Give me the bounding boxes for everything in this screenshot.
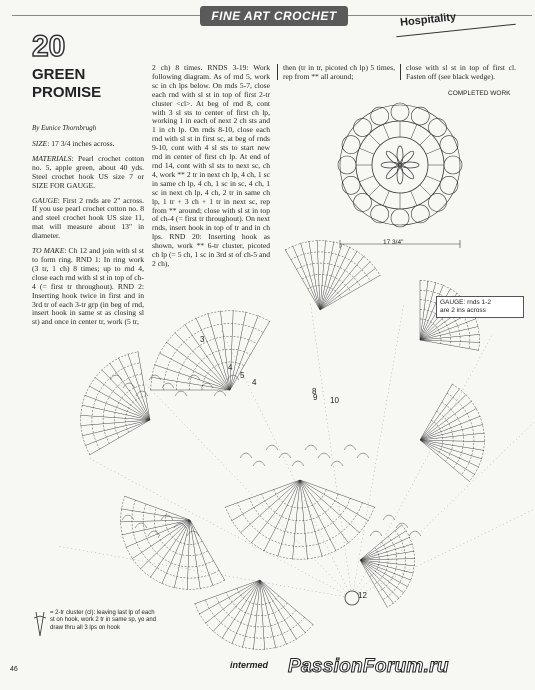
scallop <box>411 107 429 125</box>
center-ring <box>372 137 428 193</box>
chart-fan-line <box>230 310 233 390</box>
chart-fan-line <box>199 580 260 614</box>
chart-fan-line <box>309 241 320 310</box>
chart-fan-line <box>420 440 479 467</box>
chart-fan-line <box>360 525 402 560</box>
chart-fan-line <box>420 401 472 440</box>
chart-fan-line <box>360 537 410 560</box>
chart-fan-line <box>420 340 480 342</box>
chart-fan-line <box>320 251 357 310</box>
chart-center-marker <box>345 591 359 605</box>
chart-arc <box>81 352 138 455</box>
chart-fan-line <box>300 480 349 543</box>
chart-fan-line <box>253 580 260 650</box>
chart-fan-line <box>89 386 150 420</box>
scallop <box>391 209 409 227</box>
chart-fan-line <box>301 243 320 310</box>
scallop <box>342 136 360 154</box>
scallop <box>354 193 372 211</box>
chart-fan-line <box>285 249 320 310</box>
chart-arc <box>297 263 361 286</box>
spoke-line <box>426 176 441 182</box>
chart-round-label: 5 <box>240 371 245 380</box>
stitch-legend: = 2-tr cluster (cl): leaving last lp of each st on hook, work 2 tr in same sp, yo and draw thru all 3 lps on hook <box>50 610 157 631</box>
spoke-line <box>411 124 417 139</box>
chart-arc <box>274 490 327 508</box>
chart-fan-line <box>230 321 270 390</box>
chart-arc <box>262 494 339 521</box>
chart-arc <box>164 324 264 390</box>
pattern-title-line1: GREEN <box>32 66 86 83</box>
chart-guide-line <box>352 333 493 598</box>
chart-loop <box>240 453 252 458</box>
chart-guide-line <box>87 457 352 598</box>
chart-loop <box>370 531 382 536</box>
chart-guide-line <box>352 466 535 598</box>
chart-arc <box>103 374 142 444</box>
chart-round-label: 9 <box>313 393 318 402</box>
chart-round-label: 8 <box>312 387 317 396</box>
gauge-box-line1: GAUGE: rnds 1-2 <box>440 299 491 306</box>
chart-fan-line <box>360 560 415 566</box>
chart-fan-line <box>260 580 287 645</box>
chart-fan-line <box>118 358 150 420</box>
chart-fan-line <box>320 262 370 310</box>
chart-fan-line <box>89 420 150 455</box>
page-number: 46 <box>10 666 18 673</box>
chart-loop <box>135 523 147 528</box>
chart-fan-line <box>420 340 479 350</box>
scallop <box>411 205 429 223</box>
chart-arc <box>285 241 380 276</box>
spoke-line <box>369 134 380 145</box>
chart-fan-line <box>124 496 190 520</box>
spoke-line <box>359 176 374 182</box>
chart-fan-line <box>140 520 190 569</box>
chart-loop <box>187 531 199 536</box>
chart-fan-line <box>190 520 225 581</box>
chart-fan-line <box>196 318 230 390</box>
size-text: : 17 3/4 inches across. <box>47 139 115 148</box>
chart-arc <box>383 531 406 600</box>
chart-fan-line <box>360 560 404 593</box>
center-petal <box>381 162 399 168</box>
gauge-box-line2: are 2 ins across <box>440 307 486 314</box>
chart-fan-line <box>260 580 297 640</box>
legend-symbol-stroke <box>36 612 40 636</box>
chart-loop <box>214 391 226 396</box>
chart-fan-line <box>293 246 320 310</box>
chart-fan-line <box>360 560 413 573</box>
chart-fan-line <box>420 326 478 340</box>
chart-fan-line <box>95 377 150 420</box>
make-text: : Ch 12 and join with sl st to form ring. RND 1: In ring work (3 tr, 1 ch) 8 times; up to rnd 4, close each rnd with sl st in top of ch-4 (= first tr throughout). RND 2: Inserting hook twice in first and in 3rd tr of each 3-tr grp (in beg of rnd, insert hook in same st as closing sl st) and once in center tr, work (5 tr, <box>32 246 145 327</box>
chart-arc <box>250 498 351 533</box>
gauge-text: : First 2 rnds are 2" across. If you use pearl crochet cotton no. 8 and steel crochet hook US size 11, mat will measure about 13" in diameter. <box>32 195 144 241</box>
spoke-line <box>411 191 417 206</box>
column-4-text: close with sl st in top of first cl. Fasten off (see black wedge). <box>406 63 516 81</box>
chart-loop <box>122 515 134 520</box>
chart-fan-line <box>360 560 388 608</box>
scallop <box>440 136 458 154</box>
chart-loop <box>344 445 356 450</box>
scallop <box>371 205 389 223</box>
chart-fan-line <box>80 420 150 426</box>
chart-guide-line <box>144 382 352 598</box>
chart-fan-line <box>360 544 413 560</box>
chart-round-label: 3 <box>200 335 205 344</box>
chart-fan-line <box>420 394 466 440</box>
center-petal <box>397 146 403 164</box>
pattern-number: 20 <box>32 30 66 63</box>
chart-fan-line <box>154 365 230 390</box>
chart-arc <box>387 525 414 607</box>
spoke-line <box>420 185 431 196</box>
scallop <box>428 193 446 211</box>
scallop <box>428 119 446 137</box>
chart-loop <box>305 445 317 450</box>
watermark: PassionForum.ru <box>288 656 449 677</box>
column-2-text: 2 ch) 8 times. RNDS 3-19: Work following diagram. As of rnd 5, work sc in ch lps below. On rnds 5-7, close each rnd with sl st in top of first 2-tr cluster <cl>. At beg of rnd 8, cont with 3 sl sts to center of first ch lp, working 1 in each of next 2 ch sts and 1 in ch lp. On rnds 8-10, close each rnd with sl st in first sc, at beg of rnds 9-10, cont with 4 sl sts to start new rnd in center of first ch lp. At end of rnd 14, cont with sl sts to next sc, ch 4, work ** 2 tr in next ch lp, 4 ch, 1 sc in same ch lp, 4 ch, 1 sc in sc, 4 ch, 1 sc in next ch lp, 4 ch, 2 tr in same ch lp, 1 tr + 3 ch + 1 tr in next sc, rep from ** around; close with sl st in top of ch-4 (= first tr throughout). On next rnds, insert hook in top of tr and in ch lps. RND 20: Inserting hook as shown, work ** 6-tr cluster, picoted ch lp (= 5 ch, 1 sc in 3rd st of ch-5 and 2 ch), <box>152 63 270 268</box>
make-label: TO MAKE <box>32 246 65 256</box>
chart-arc <box>238 503 363 547</box>
chart-loop <box>331 461 343 466</box>
size-label: SIZE <box>32 139 48 148</box>
chart-fan-line <box>128 354 150 420</box>
chart-round-label: 4 <box>228 363 233 372</box>
scallop <box>342 176 360 194</box>
chart-fan-line <box>292 480 300 560</box>
spoke-line <box>383 124 389 139</box>
chart-fan-line <box>360 560 408 587</box>
gauge-box <box>436 296 524 318</box>
scallop <box>440 176 458 194</box>
chart-fan-line <box>213 580 260 632</box>
chart-arc <box>92 363 140 449</box>
chart-fan-line <box>420 384 453 440</box>
completed-work-label: COMPLETED WORK <box>448 90 511 97</box>
chart-fan-line <box>166 342 230 390</box>
chart-fan-line <box>420 424 483 440</box>
chart-arc <box>447 393 474 474</box>
spoke-line <box>369 185 380 196</box>
chart-fan-line <box>222 580 260 639</box>
chart-loop <box>383 515 395 520</box>
chart-round-label: 4 <box>252 378 257 387</box>
scallop <box>338 156 356 174</box>
chart-fan-line <box>120 520 190 522</box>
chart-loop <box>409 531 421 536</box>
chart-fan-line <box>420 408 477 440</box>
byline: By Eunice Thornbrugh <box>32 124 97 132</box>
chart-fan-line <box>420 440 475 475</box>
chart-loop <box>279 453 291 458</box>
scallop <box>371 107 389 125</box>
chart-fan-line <box>360 531 406 560</box>
chart-fan-line <box>320 244 342 310</box>
chart-fan-line <box>300 480 375 507</box>
chart-loop <box>110 375 122 380</box>
chart-fan-line <box>317 240 320 310</box>
scallop <box>391 103 409 121</box>
pattern-title-line2: PROMISE <box>32 84 102 101</box>
chart-loop <box>175 391 187 396</box>
dimension-label: 17 3/4" <box>383 239 404 246</box>
chart-fan-line <box>138 351 150 420</box>
spoke-line <box>420 134 431 145</box>
chart-fan-line <box>205 580 260 624</box>
center-petal <box>401 162 419 168</box>
chart-fan-line <box>300 480 308 560</box>
column-3-text: then (tr in tr, picoted ch lp) 5 times, rep from ** all around; <box>283 63 395 81</box>
gauge-label: GAUGE <box>32 195 58 205</box>
chart-arc <box>125 396 145 432</box>
scallop <box>444 156 462 174</box>
chart-fan-line <box>194 580 260 604</box>
spoke-line <box>426 148 441 154</box>
chart-loop <box>318 453 330 458</box>
chart-fan-line <box>320 275 381 310</box>
chart-round-label: 10 <box>330 396 339 405</box>
chart-round-label: 12 <box>358 591 367 600</box>
chart-loop <box>357 453 369 458</box>
chart-fan-line <box>260 580 306 633</box>
section-title: Hospitality <box>399 11 457 29</box>
materials-text: : Pearl crochet cotton no. 5, apple green, about 40 yds. Steel crochet hook US size 7 or SIZE FOR GAUGE. <box>32 153 144 190</box>
chart-arc <box>226 507 375 559</box>
chart-fan-line <box>420 440 470 482</box>
chart-fan-line <box>251 480 300 543</box>
difficulty-footer: intermed <box>230 660 269 670</box>
chart-fan-line <box>225 480 300 507</box>
chart-fan-line <box>320 268 376 310</box>
chart-arc <box>452 384 484 481</box>
chart-loop <box>253 461 265 466</box>
chart-loop <box>149 375 161 380</box>
chart-loop <box>136 391 148 396</box>
chart-fan-line <box>102 370 150 420</box>
chart-fan-line <box>420 433 485 440</box>
spoke-line <box>359 148 374 154</box>
chart-loop <box>292 461 304 466</box>
chart-loop <box>266 445 278 450</box>
chart-fan-line <box>190 520 213 586</box>
center-petal <box>397 166 403 184</box>
scallop <box>354 119 372 137</box>
legend-symbol-stroke <box>40 612 44 636</box>
spoke-line <box>383 191 389 206</box>
chart-loop <box>162 383 174 388</box>
chart-fan-line <box>190 520 200 589</box>
materials-label: MATERIALS <box>32 153 72 163</box>
chart-guide-line <box>57 546 352 598</box>
chart-fan-line <box>420 440 482 459</box>
chart-guide-line <box>352 390 535 598</box>
chart-fan-line <box>300 480 322 557</box>
chart-arc <box>114 385 144 438</box>
chart-fan-line <box>320 241 334 310</box>
chart-fan-line <box>320 256 364 310</box>
chart-fan-line <box>121 509 190 520</box>
magazine-banner: FINE ART CROCHET <box>200 6 348 26</box>
chart-guide-line <box>220 328 352 598</box>
